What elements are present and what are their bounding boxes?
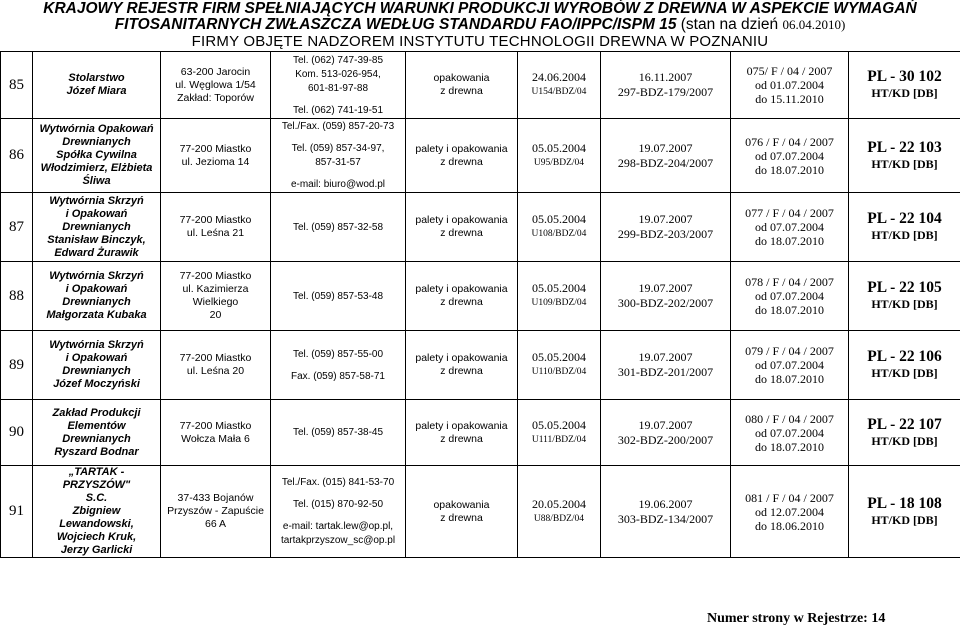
registration-number: U88/BDZ/04 [533, 513, 585, 524]
certificate-validity [731, 331, 849, 400]
certificate-validity [731, 400, 849, 466]
firm-name-line: Drewnianych [62, 136, 131, 148]
firm-address [161, 400, 271, 466]
table-row [1, 466, 960, 558]
firm-address [161, 193, 271, 262]
approval-line: 302-BDZ-200/2007 [617, 432, 714, 447]
firm-address [161, 52, 271, 119]
certificate-line: od 07.07.2004 [755, 358, 824, 372]
product-type [406, 193, 518, 262]
contact-line [274, 170, 402, 177]
product-line: palety i opakowania [415, 142, 508, 155]
certificate-line: 081 / F / 04 / 2007 [745, 490, 834, 505]
firm-name-line: Włodzimierz, Elżbieta [40, 162, 153, 174]
product-line: z drewna [440, 365, 483, 377]
ippc-code [849, 262, 960, 331]
contact-line [274, 96, 402, 103]
approval-line: 298-BDZ-204/2007 [617, 155, 714, 170]
firm-address [161, 262, 271, 331]
register-date: 06.04.2010) [782, 17, 846, 32]
contact-line [274, 134, 402, 141]
approval-line: 300-BDZ-202/2007 [617, 296, 714, 310]
registration-date [518, 119, 601, 193]
treatment-mark: HT/KD [DB] [871, 512, 938, 527]
address-line: 63-200 Jarocin [180, 65, 251, 78]
firm-name-line: Wytwórnia Skrzyń [49, 270, 144, 282]
contact-line [274, 490, 402, 497]
firm-name-line: Stanisław Binczyk, [47, 233, 146, 246]
registration-date-value: 20.05.2004 [532, 496, 586, 511]
firm-name-line: Elementów [67, 419, 126, 432]
firm-name [33, 331, 161, 400]
product-type [406, 52, 518, 119]
approval-decision [601, 119, 731, 193]
address-line: Zakład: Toporów [177, 91, 254, 104]
row-number: 88 [1, 262, 33, 331]
contact-line: Fax. (059) 857-58-71 [291, 370, 385, 382]
firm-name-line: Spółka Cywilna [56, 149, 137, 161]
firm-name-line: i Opakowań [65, 207, 128, 220]
product-type [406, 466, 518, 558]
firm-name-line: Drewnianych [62, 432, 131, 445]
product-line: z drewna [440, 85, 483, 97]
page-number-value: 14 [871, 611, 886, 626]
row-number: 91 [1, 466, 33, 558]
contact-line: Tel./Fax. (059) 857-20-73 [281, 121, 395, 132]
register-stan-label: (stan na dzień [680, 16, 779, 33]
registration-number: U95/BDZ/04 [533, 157, 585, 168]
product-line: opakowania [433, 498, 490, 511]
firm-name-line: Wytwórnia Skrzyń [49, 194, 144, 207]
firm-name-line: S.C. [85, 492, 108, 504]
contact-line: 857-31-57 [315, 157, 361, 168]
firm-name [33, 193, 161, 262]
register-title-line2 [0, 16, 960, 33]
certificate-line: od 07.07.2004 [755, 289, 824, 303]
ippc-code-value: PL - 18 108 [867, 494, 942, 512]
register-title-line1: KRAJOWY REJESTR FIRM SPEŁNIAJĄCYCH WARUNKI PRODUKCJI WYROBÓW Z DREWNA W ASPEKCIE WYMAGAŃ [43, 0, 917, 17]
firm-name-line: Edward Żurawik [54, 246, 139, 259]
registration-date [518, 193, 601, 262]
product-type [406, 331, 518, 400]
contact-line: e-mail: tartak.lew@op.pl, [282, 521, 394, 532]
firm-name-line: Zbigniew Lewandowski, [59, 505, 134, 530]
treatment-mark: HT/KD [DB] [871, 366, 938, 380]
treatment-mark: HT/KD [DB] [871, 86, 938, 100]
ippc-code-value: PL - 30 102 [867, 68, 942, 85]
approval-line: 301-BDZ-201/2007 [617, 365, 714, 379]
firm-name-line: Drewnianych [62, 220, 131, 233]
contact-line: Tel. (059) 857-32-58 [292, 221, 384, 233]
contact-line: Tel./Fax. (015) 841-53-70 [281, 477, 395, 488]
register-subtitle: FIRMY OBJĘTE NADZOREM INSTYTUTU TECHNOLOGII DREWNA W POZNANIU [191, 33, 769, 50]
certificate-line: od 01.07.2004 [755, 78, 824, 92]
contact-line: Tel. (059) 857-55-00 [292, 348, 384, 360]
certificate-validity [731, 193, 849, 262]
firm-address [161, 466, 271, 558]
certificate-validity [731, 52, 849, 119]
row-number: 89 [1, 331, 33, 400]
address-line: 20 [209, 309, 222, 321]
approval-decision [601, 400, 731, 466]
firm-name-line: i Opakowań [65, 352, 128, 364]
product-line: palety i opakowania [415, 419, 508, 432]
certificate-line: do 18.07.2010 [755, 162, 824, 177]
firm-contact [271, 400, 406, 466]
firm-address [161, 331, 271, 400]
certificate-line: od 07.07.2004 [755, 220, 824, 234]
registration-number: U109/BDZ/04 [531, 298, 587, 308]
registration-date [518, 52, 601, 119]
approval-line: 303-BDZ-134/2007 [617, 511, 714, 526]
firm-name-line: Małgorzata Kubaka [46, 309, 147, 321]
registration-date-value: 05.05.2004 [532, 212, 586, 226]
contact-line: Tel. (059) 857-53-48 [292, 290, 384, 302]
contact-line: tartakprzyszow_sc@op.pl [280, 535, 396, 546]
ippc-code [849, 193, 960, 262]
registration-date [518, 466, 601, 558]
certificate-line: do 18.07.2010 [755, 372, 824, 386]
address-line: 77-200 Miastko [179, 142, 252, 155]
table-row [1, 193, 960, 262]
registration-date [518, 400, 601, 466]
certificate-line: 079 / F / 04 / 2007 [745, 344, 834, 358]
ippc-code-value: PL - 22 103 [867, 138, 942, 156]
table-row [1, 119, 960, 193]
approval-decision [601, 466, 731, 558]
table-row [1, 262, 960, 331]
ippc-code [849, 466, 960, 558]
firm-contact [271, 119, 406, 193]
approval-decision [601, 193, 731, 262]
contact-line: Kom. 513-026-954, [295, 68, 381, 80]
register-table [0, 51, 960, 558]
product-line: palety i opakowania [415, 283, 508, 295]
firm-contact [271, 262, 406, 331]
contact-line: Tel. (059) 857-34-97, [291, 143, 385, 154]
address-line: Wołcza Mała 6 [181, 432, 250, 445]
firm-name-line: PRZYSZÓW" [62, 479, 131, 491]
row-number: 85 [1, 52, 33, 119]
firm-address [161, 119, 271, 193]
registration-date-value: 24.06.2004 [532, 70, 586, 84]
firm-name [33, 119, 161, 193]
contact-line: 601-81-97-88 [307, 82, 369, 94]
ippc-code [849, 119, 960, 193]
treatment-mark: HT/KD [DB] [871, 433, 938, 448]
firm-name-line: i Opakowań [65, 283, 128, 295]
contact-line [274, 512, 402, 519]
treatment-mark: HT/KD [DB] [871, 156, 938, 171]
firm-name-line: Jerzy Garlicki [60, 544, 133, 556]
address-line: Przyszów - Zapuście [167, 505, 264, 517]
certificate-line: do 18.07.2010 [755, 234, 824, 248]
address-line: 77-200 Miastko [179, 352, 252, 364]
register-title-standard: FITOSANITARNYCH ZWŁASZCZA WEDŁUG STANDARDU FAO/IPPC/ISPM 15 [114, 16, 677, 33]
registration-date-value: 05.05.2004 [532, 350, 586, 364]
firm-name [33, 52, 161, 119]
firm-name-line: „TARTAK - [68, 466, 125, 478]
ippc-code [849, 52, 960, 119]
registration-number: U110/BDZ/04 [531, 367, 587, 377]
certificate-line: od 07.07.2004 [755, 425, 824, 440]
firm-name-line: Stolarstwo [68, 72, 125, 84]
firm-name-line: Śliwa [82, 175, 111, 187]
address-line: 77-200 Miastko [179, 214, 252, 226]
registration-number: U108/BDZ/04 [531, 229, 587, 239]
ippc-code [849, 400, 960, 466]
firm-contact [271, 193, 406, 262]
certificate-line: 080 / F / 04 / 2007 [745, 411, 834, 426]
certificate-validity [731, 262, 849, 331]
product-line: palety i opakowania [415, 352, 508, 364]
product-line: z drewna [440, 511, 483, 524]
certificate-validity [731, 119, 849, 193]
certificate-line: do 15.11.2010 [755, 92, 824, 106]
product-line: z drewna [440, 432, 483, 445]
certificate-line: od 12.07.2004 [755, 504, 824, 519]
page-number-footer [707, 611, 885, 627]
product-type [406, 119, 518, 193]
approval-line: 299-BDZ-203/2007 [617, 227, 714, 241]
firm-name-line: Józef Miara [66, 85, 127, 97]
ippc-code-value: PL - 22 104 [867, 210, 942, 227]
certificate-validity [731, 466, 849, 558]
product-type [406, 400, 518, 466]
registration-date-value: 05.05.2004 [532, 281, 586, 295]
firm-name [33, 262, 161, 331]
firm-name-line: Wytwórnia Opakowań [39, 123, 154, 135]
firm-name-line: Józef Moczyński [53, 378, 140, 390]
contact-line: Tel. (062) 741-19-51 [292, 104, 384, 116]
approval-decision [601, 52, 731, 119]
registration-date [518, 331, 601, 400]
approval-line: 19.07.2007 [638, 212, 693, 226]
address-line: ul. Kazimierza Wielkiego [182, 283, 249, 308]
ippc-code-value: PL - 22 106 [867, 348, 942, 365]
registration-date [518, 262, 601, 331]
table-row [1, 52, 960, 119]
certificate-line: do 18.07.2010 [755, 303, 824, 317]
product-line: opakowania [433, 72, 490, 84]
row-number: 86 [1, 119, 33, 193]
approval-line: 297-BDZ-179/2007 [617, 85, 714, 99]
firm-contact [271, 331, 406, 400]
product-line: z drewna [440, 227, 483, 239]
firm-name-line: Ryszard Bodnar [54, 445, 139, 458]
ippc-code [849, 331, 960, 400]
address-line: ul. Leśna 21 [186, 227, 245, 239]
firm-name [33, 400, 161, 466]
contact-line: Tel. (015) 870-92-50 [292, 499, 384, 510]
registration-number: U154/BDZ/04 [531, 87, 587, 97]
page-number-label: Numer strony w Rejestrze: [707, 611, 868, 626]
approval-line: 16.11.2007 [638, 70, 693, 84]
address-line: ul. Leśna 20 [186, 365, 245, 377]
contact-line [274, 362, 402, 369]
ippc-code-value: PL - 22 105 [867, 279, 942, 296]
address-line: ul. Węglowa 1/54 [175, 78, 256, 91]
address-line: 77-200 Miastko [179, 270, 252, 282]
certificate-line: do 18.06.2010 [755, 518, 824, 533]
approval-line: 19.07.2007 [638, 140, 693, 155]
ippc-code-value: PL - 22 107 [867, 415, 942, 433]
row-number: 90 [1, 400, 33, 466]
certificate-line: 076 / F / 04 / 2007 [745, 134, 834, 149]
approval-line: 19.07.2007 [638, 417, 693, 432]
firm-name-line: Wojciech Kruk, [56, 531, 137, 543]
approval-line: 19.06.2007 [638, 496, 693, 511]
address-line: ul. Jezioma 14 [181, 155, 250, 168]
row-number: 87 [1, 193, 33, 262]
firm-name-line: Wytwórnia Skrzyń [49, 339, 144, 351]
address-line: 37-433 Bojanów [177, 492, 254, 504]
product-type [406, 262, 518, 331]
firm-contact [271, 52, 406, 119]
treatment-mark: HT/KD [DB] [871, 297, 938, 311]
approval-decision [601, 331, 731, 400]
approval-line: 19.07.2007 [638, 281, 693, 295]
firm-name-line: Drewnianych [62, 296, 131, 308]
product-line: z drewna [440, 296, 483, 308]
product-line: z drewna [440, 155, 483, 168]
approval-decision [601, 262, 731, 331]
registration-date-value: 05.05.2004 [532, 417, 586, 432]
certificate-line: do 18.07.2010 [755, 439, 824, 454]
approval-line: 19.07.2007 [638, 350, 693, 364]
firm-name-line: Drewnianych [62, 365, 131, 377]
table-row [1, 400, 960, 466]
certificate-line: 078 / F / 04 / 2007 [745, 275, 834, 289]
certificate-line: 077 / F / 04 / 2007 [745, 206, 834, 220]
address-line: 77-200 Miastko [179, 419, 252, 432]
firm-name [33, 466, 161, 558]
certificate-line: 075/ F / 04 / 2007 [746, 64, 833, 78]
address-line: 66 A [204, 518, 227, 530]
treatment-mark: HT/KD [DB] [871, 228, 938, 242]
registration-number: U111/BDZ/04 [531, 434, 587, 445]
firm-name-line: Zakład Produkcji [52, 406, 141, 419]
contact-line: Tel. (059) 857-38-45 [292, 427, 384, 438]
contact-line: Tel. (062) 747-39-85 [292, 54, 384, 66]
certificate-line: od 07.07.2004 [755, 148, 824, 163]
firm-contact [271, 466, 406, 558]
registration-date-value: 05.05.2004 [532, 140, 586, 155]
contact-line: e-mail: biuro@wod.pl [290, 179, 386, 190]
product-line: palety i opakowania [415, 214, 508, 226]
table-row [1, 331, 960, 400]
